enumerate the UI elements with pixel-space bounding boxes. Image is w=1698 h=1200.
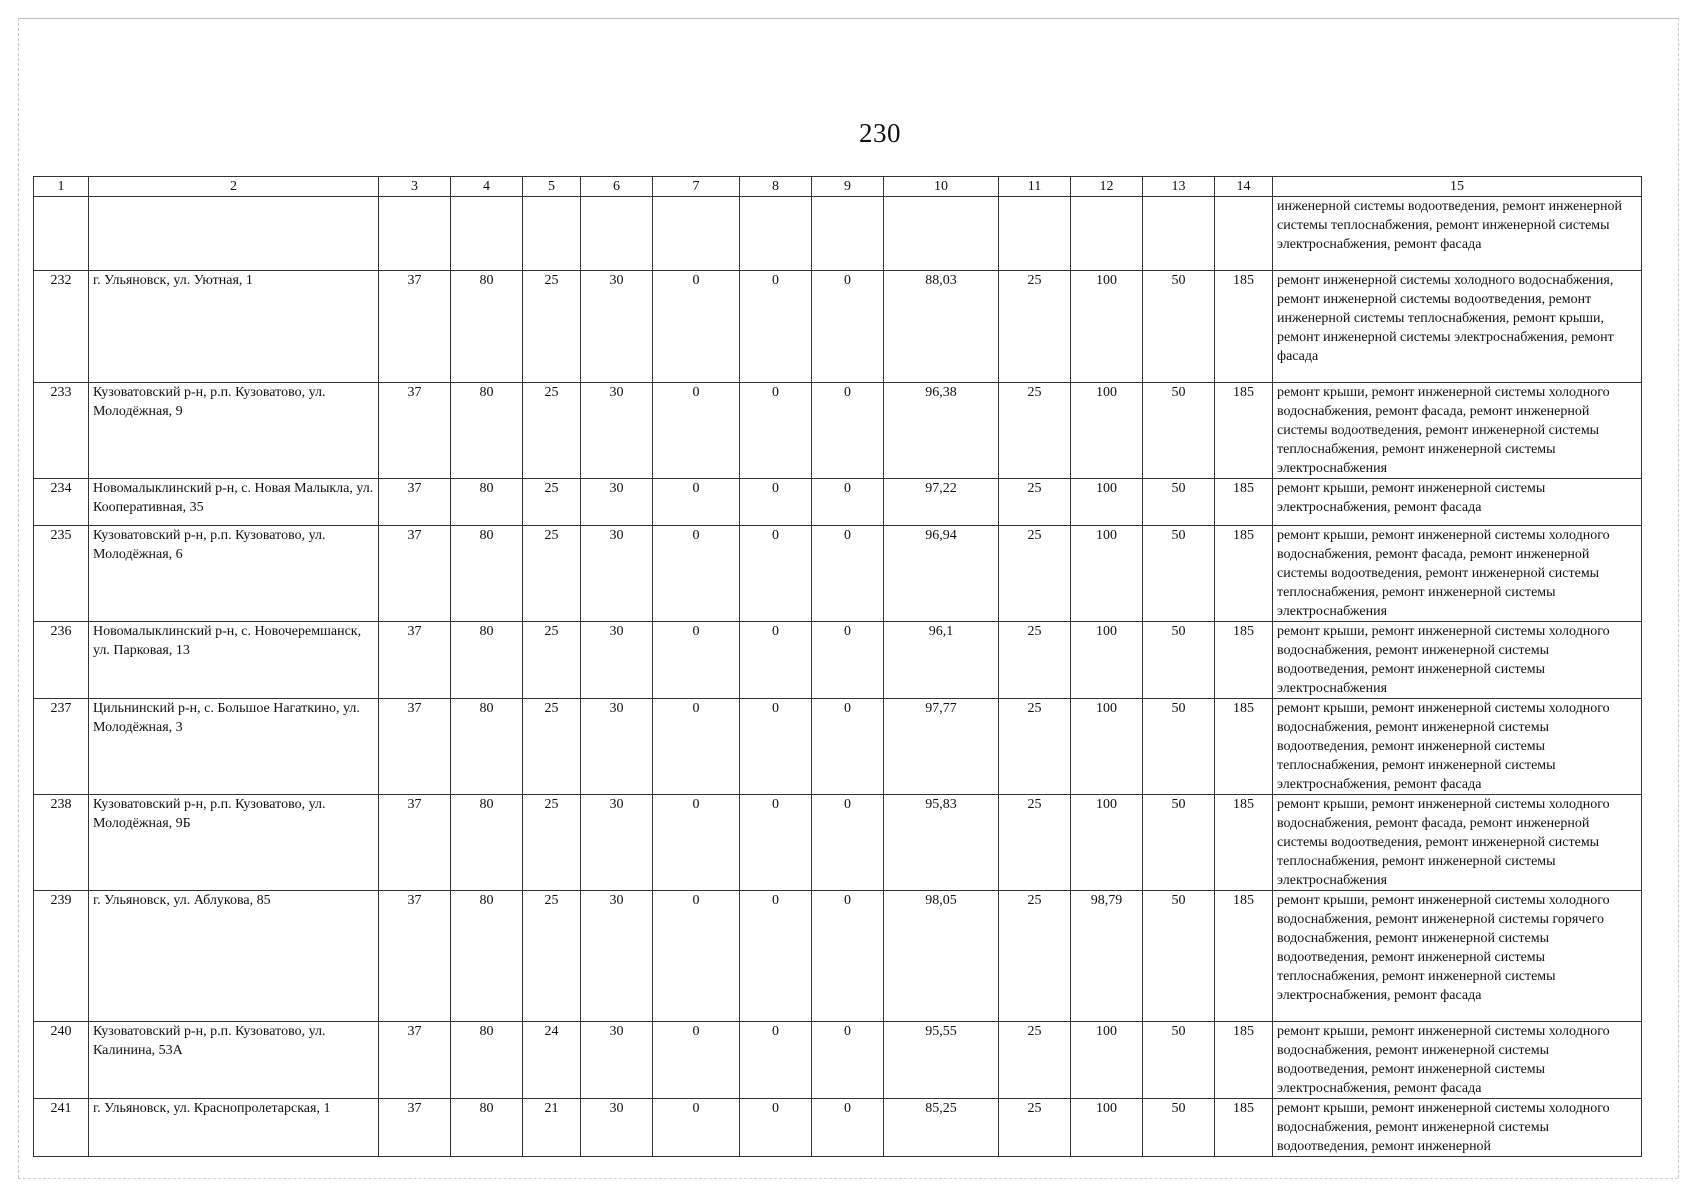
value-cell: 37 [379,1022,451,1099]
value-cell: 0 [812,271,884,383]
value-cell: 37 [379,383,451,479]
works-cell: ремонт крыши, ремонт инженерной системы холодного водоснабжения, ремонт фасада, ремонт инженерной системы водоотведения, ремонт инженерной системы теплоснабжения, ремонт инженерной системы электроснабжения [1273,383,1642,479]
value-cell: 0 [740,699,812,795]
address-cell: г. Ульяновск, ул. Аблукова, 85 [89,891,379,1022]
value-cell: 50 [1143,526,1215,622]
value-cell: 0 [740,1099,812,1157]
works-cell: ремонт крыши, ремонт инженерной системы холодного водоснабжения, ремонт инженерной системы водоотведения, ремонт инженерной системы электроснабжения [1273,622,1642,699]
value-cell: 25 [999,479,1071,526]
works-cell: ремонт инженерной системы холодного водоснабжения, ремонт инженерной системы водоотведения, ремонт инженерной системы теплоснабжения, ремонт крыши, ремонт инженерной системы электроснабжения, ремонт фасада [1273,271,1642,383]
value-cell: 50 [1143,795,1215,891]
works-cell: ремонт крыши, ремонт инженерной системы холодного водоснабжения, ремонт инженерной системы горячего водоснабжения, ремонт инженерной системы водоотведения, ремонт инженерной системы теплоснабжения, ремонт инженерной системы электроснабжения, ремонт фасада [1273,891,1642,1022]
value-cell: 30 [581,891,653,1022]
column-header: 10 [884,177,999,197]
column-header: 6 [581,177,653,197]
value-cell: 80 [451,795,523,891]
value-cell: 0 [653,699,740,795]
value-cell: 0 [812,526,884,622]
row-number-cell: 235 [34,526,89,622]
value-cell: 50 [1143,1099,1215,1157]
value-cell: 25 [523,699,581,795]
column-header: 2 [89,177,379,197]
table-row [34,891,1642,1022]
page-number: 230 [859,118,901,148]
address-cell: Новомалыклинский р-н, с. Новая Малыкла, ул. Кооперативная, 35 [89,479,379,526]
works-cell: ремонт крыши, ремонт инженерной системы электроснабжения, ремонт фасада [1273,479,1642,526]
value-cell: 185 [1215,622,1273,699]
value-cell: 25 [523,271,581,383]
value-cell: 88,03 [884,271,999,383]
scan-border-right [1678,18,1679,1178]
value-cell: 25 [999,383,1071,479]
value-cell: 25 [999,699,1071,795]
carryover-row [34,197,1642,271]
address-cell: г. Ульяновск, ул. Краснопролетарская, 1 [89,1099,379,1157]
row-number-cell: 240 [34,1022,89,1099]
value-cell: 80 [451,622,523,699]
empty-cell [34,197,89,271]
empty-cell [653,197,740,271]
value-cell: 96,1 [884,622,999,699]
value-cell: 0 [740,1022,812,1099]
column-header: 1 [34,177,89,197]
value-cell: 50 [1143,383,1215,479]
value-cell: 50 [1143,479,1215,526]
value-cell: 97,77 [884,699,999,795]
works-cell: ремонт крыши, ремонт инженерной системы холодного водоснабжения, ремонт инженерной системы водоотведения, ремонт инженерной системы теплоснабжения, ремонт инженерной системы электроснабжения, ремонт фасада [1273,699,1642,795]
column-header: 14 [1215,177,1273,197]
table-row [34,383,1642,479]
column-header: 11 [999,177,1071,197]
column-header: 7 [653,177,740,197]
value-cell: 25 [523,891,581,1022]
row-number-cell: 237 [34,699,89,795]
address-cell: Кузоватовский р-н, р.п. Кузоватово, ул. Калинина, 53А [89,1022,379,1099]
address-cell: г. Ульяновск, ул. Уютная, 1 [89,271,379,383]
value-cell: 25 [999,891,1071,1022]
value-cell: 0 [653,271,740,383]
value-cell: 25 [523,383,581,479]
value-cell: 37 [379,526,451,622]
empty-cell [581,197,653,271]
value-cell: 24 [523,1022,581,1099]
table-row [34,526,1642,622]
value-cell: 0 [653,1099,740,1157]
value-cell: 50 [1143,622,1215,699]
value-cell: 37 [379,622,451,699]
repair-program-table [33,176,1642,1157]
value-cell: 80 [451,271,523,383]
value-cell: 0 [740,622,812,699]
address-cell: Новомалыклинский р-н, с. Новочеремшанск, ул. Парковая, 13 [89,622,379,699]
value-cell: 0 [740,526,812,622]
address-cell: Кузоватовский р-н, р.п. Кузоватово, ул. Молодёжная, 9 [89,383,379,479]
empty-cell [740,197,812,271]
value-cell: 100 [1071,699,1143,795]
column-header: 3 [379,177,451,197]
value-cell: 95,83 [884,795,999,891]
works-cell: инженерной системы водоотведения, ремонт инженерной системы теплоснабжения, ремонт инженерной системы электроснабжения, ремонт фасада [1273,197,1642,271]
value-cell: 80 [451,1099,523,1157]
value-cell: 0 [653,795,740,891]
value-cell: 100 [1071,1099,1143,1157]
value-cell: 185 [1215,891,1273,1022]
empty-cell [884,197,999,271]
value-cell: 25 [999,271,1071,383]
value-cell: 50 [1143,891,1215,1022]
column-header: 4 [451,177,523,197]
value-cell: 0 [740,383,812,479]
column-header: 8 [740,177,812,197]
column-header: 13 [1143,177,1215,197]
table-row [34,271,1642,383]
value-cell: 85,25 [884,1099,999,1157]
works-cell: ремонт крыши, ремонт инженерной системы холодного водоснабжения, ремонт фасада, ремонт инженерной системы водоотведения, ремонт инженерной системы теплоснабжения, ремонт инженерной системы электроснабжения [1273,795,1642,891]
column-index-row [34,177,1642,197]
address-cell: Кузоватовский р-н, р.п. Кузоватово, ул. Молодёжная, 6 [89,526,379,622]
empty-cell [1071,197,1143,271]
row-number-cell: 232 [34,271,89,383]
value-cell: 96,94 [884,526,999,622]
row-number-cell: 241 [34,1099,89,1157]
value-cell: 0 [812,891,884,1022]
table-body [34,177,1642,1157]
value-cell: 30 [581,526,653,622]
value-cell: 25 [523,622,581,699]
value-cell: 98,05 [884,891,999,1022]
value-cell: 185 [1215,795,1273,891]
column-header: 9 [812,177,884,197]
value-cell: 50 [1143,271,1215,383]
value-cell: 100 [1071,1022,1143,1099]
value-cell: 100 [1071,526,1143,622]
value-cell: 25 [999,622,1071,699]
value-cell: 185 [1215,1022,1273,1099]
row-number-cell: 238 [34,795,89,891]
value-cell: 80 [451,479,523,526]
value-cell: 25 [999,1099,1071,1157]
row-number-cell: 233 [34,383,89,479]
value-cell: 0 [740,891,812,1022]
value-cell: 0 [653,622,740,699]
value-cell: 50 [1143,699,1215,795]
value-cell: 30 [581,622,653,699]
works-cell: ремонт крыши, ремонт инженерной системы холодного водоснабжения, ремонт инженерной системы водоотведения, ремонт инженерной [1273,1099,1642,1157]
value-cell: 0 [812,383,884,479]
value-cell: 100 [1071,795,1143,891]
works-cell: ремонт крыши, ремонт инженерной системы холодного водоснабжения, ремонт фасада, ремонт инженерной системы водоотведения, ремонт инженерной системы теплоснабжения, ремонт инженерной системы электроснабжения [1273,526,1642,622]
value-cell: 21 [523,1099,581,1157]
value-cell: 0 [812,699,884,795]
value-cell: 95,55 [884,1022,999,1099]
value-cell: 100 [1071,622,1143,699]
value-cell: 185 [1215,479,1273,526]
table-row [34,479,1642,526]
table-row [34,622,1642,699]
value-cell: 0 [653,891,740,1022]
value-cell: 100 [1071,383,1143,479]
empty-cell [1215,197,1273,271]
value-cell: 37 [379,479,451,526]
value-cell: 0 [812,1099,884,1157]
value-cell: 37 [379,271,451,383]
value-cell: 0 [812,622,884,699]
value-cell: 80 [451,526,523,622]
value-cell: 30 [581,1099,653,1157]
scan-border-top [18,18,1678,19]
row-number-cell: 236 [34,622,89,699]
row-number-cell: 234 [34,479,89,526]
value-cell: 0 [740,271,812,383]
empty-cell [523,197,581,271]
row-number-cell: 239 [34,891,89,1022]
value-cell: 0 [653,383,740,479]
column-header: 5 [523,177,581,197]
table-row [34,1022,1642,1099]
value-cell: 0 [653,1022,740,1099]
value-cell: 25 [999,1022,1071,1099]
empty-cell [379,197,451,271]
value-cell: 80 [451,891,523,1022]
column-header: 15 [1273,177,1642,197]
value-cell: 25 [523,526,581,622]
empty-cell [999,197,1071,271]
value-cell: 37 [379,1099,451,1157]
value-cell: 185 [1215,271,1273,383]
value-cell: 0 [812,479,884,526]
value-cell: 185 [1215,383,1273,479]
value-cell: 100 [1071,479,1143,526]
value-cell: 50 [1143,1022,1215,1099]
value-cell: 0 [653,526,740,622]
value-cell: 30 [581,271,653,383]
column-header: 12 [1071,177,1143,197]
value-cell: 25 [999,795,1071,891]
value-cell: 80 [451,699,523,795]
value-cell: 80 [451,1022,523,1099]
value-cell: 96,38 [884,383,999,479]
empty-cell [1143,197,1215,271]
empty-cell [451,197,523,271]
value-cell: 25 [999,526,1071,622]
value-cell: 0 [653,479,740,526]
value-cell: 185 [1215,699,1273,795]
address-cell: Цильнинский р-н, с. Большое Нагаткино, ул. Молодёжная, 3 [89,699,379,795]
value-cell: 30 [581,795,653,891]
value-cell: 100 [1071,271,1143,383]
scan-border-left [18,18,19,1178]
value-cell: 185 [1215,526,1273,622]
value-cell: 98,79 [1071,891,1143,1022]
value-cell: 25 [523,479,581,526]
value-cell: 0 [740,479,812,526]
value-cell: 37 [379,699,451,795]
value-cell: 37 [379,795,451,891]
scan-border-bottom [18,1178,1678,1179]
value-cell: 25 [523,795,581,891]
value-cell: 37 [379,891,451,1022]
table-row [34,795,1642,891]
table-row [34,1099,1642,1157]
works-cell: ремонт крыши, ремонт инженерной системы холодного водоснабжения, ремонт инженерной системы водоотведения, ремонт инженерной системы электроснабжения, ремонт фасада [1273,1022,1642,1099]
value-cell: 0 [812,1022,884,1099]
empty-cell [89,197,379,271]
value-cell: 97,22 [884,479,999,526]
value-cell: 30 [581,383,653,479]
empty-cell [812,197,884,271]
value-cell: 0 [812,795,884,891]
table-row [34,699,1642,795]
value-cell: 185 [1215,1099,1273,1157]
value-cell: 30 [581,479,653,526]
value-cell: 30 [581,699,653,795]
value-cell: 0 [740,795,812,891]
address-cell: Кузоватовский р-н, р.п. Кузоватово, ул. Молодёжная, 9Б [89,795,379,891]
value-cell: 30 [581,1022,653,1099]
value-cell: 80 [451,383,523,479]
